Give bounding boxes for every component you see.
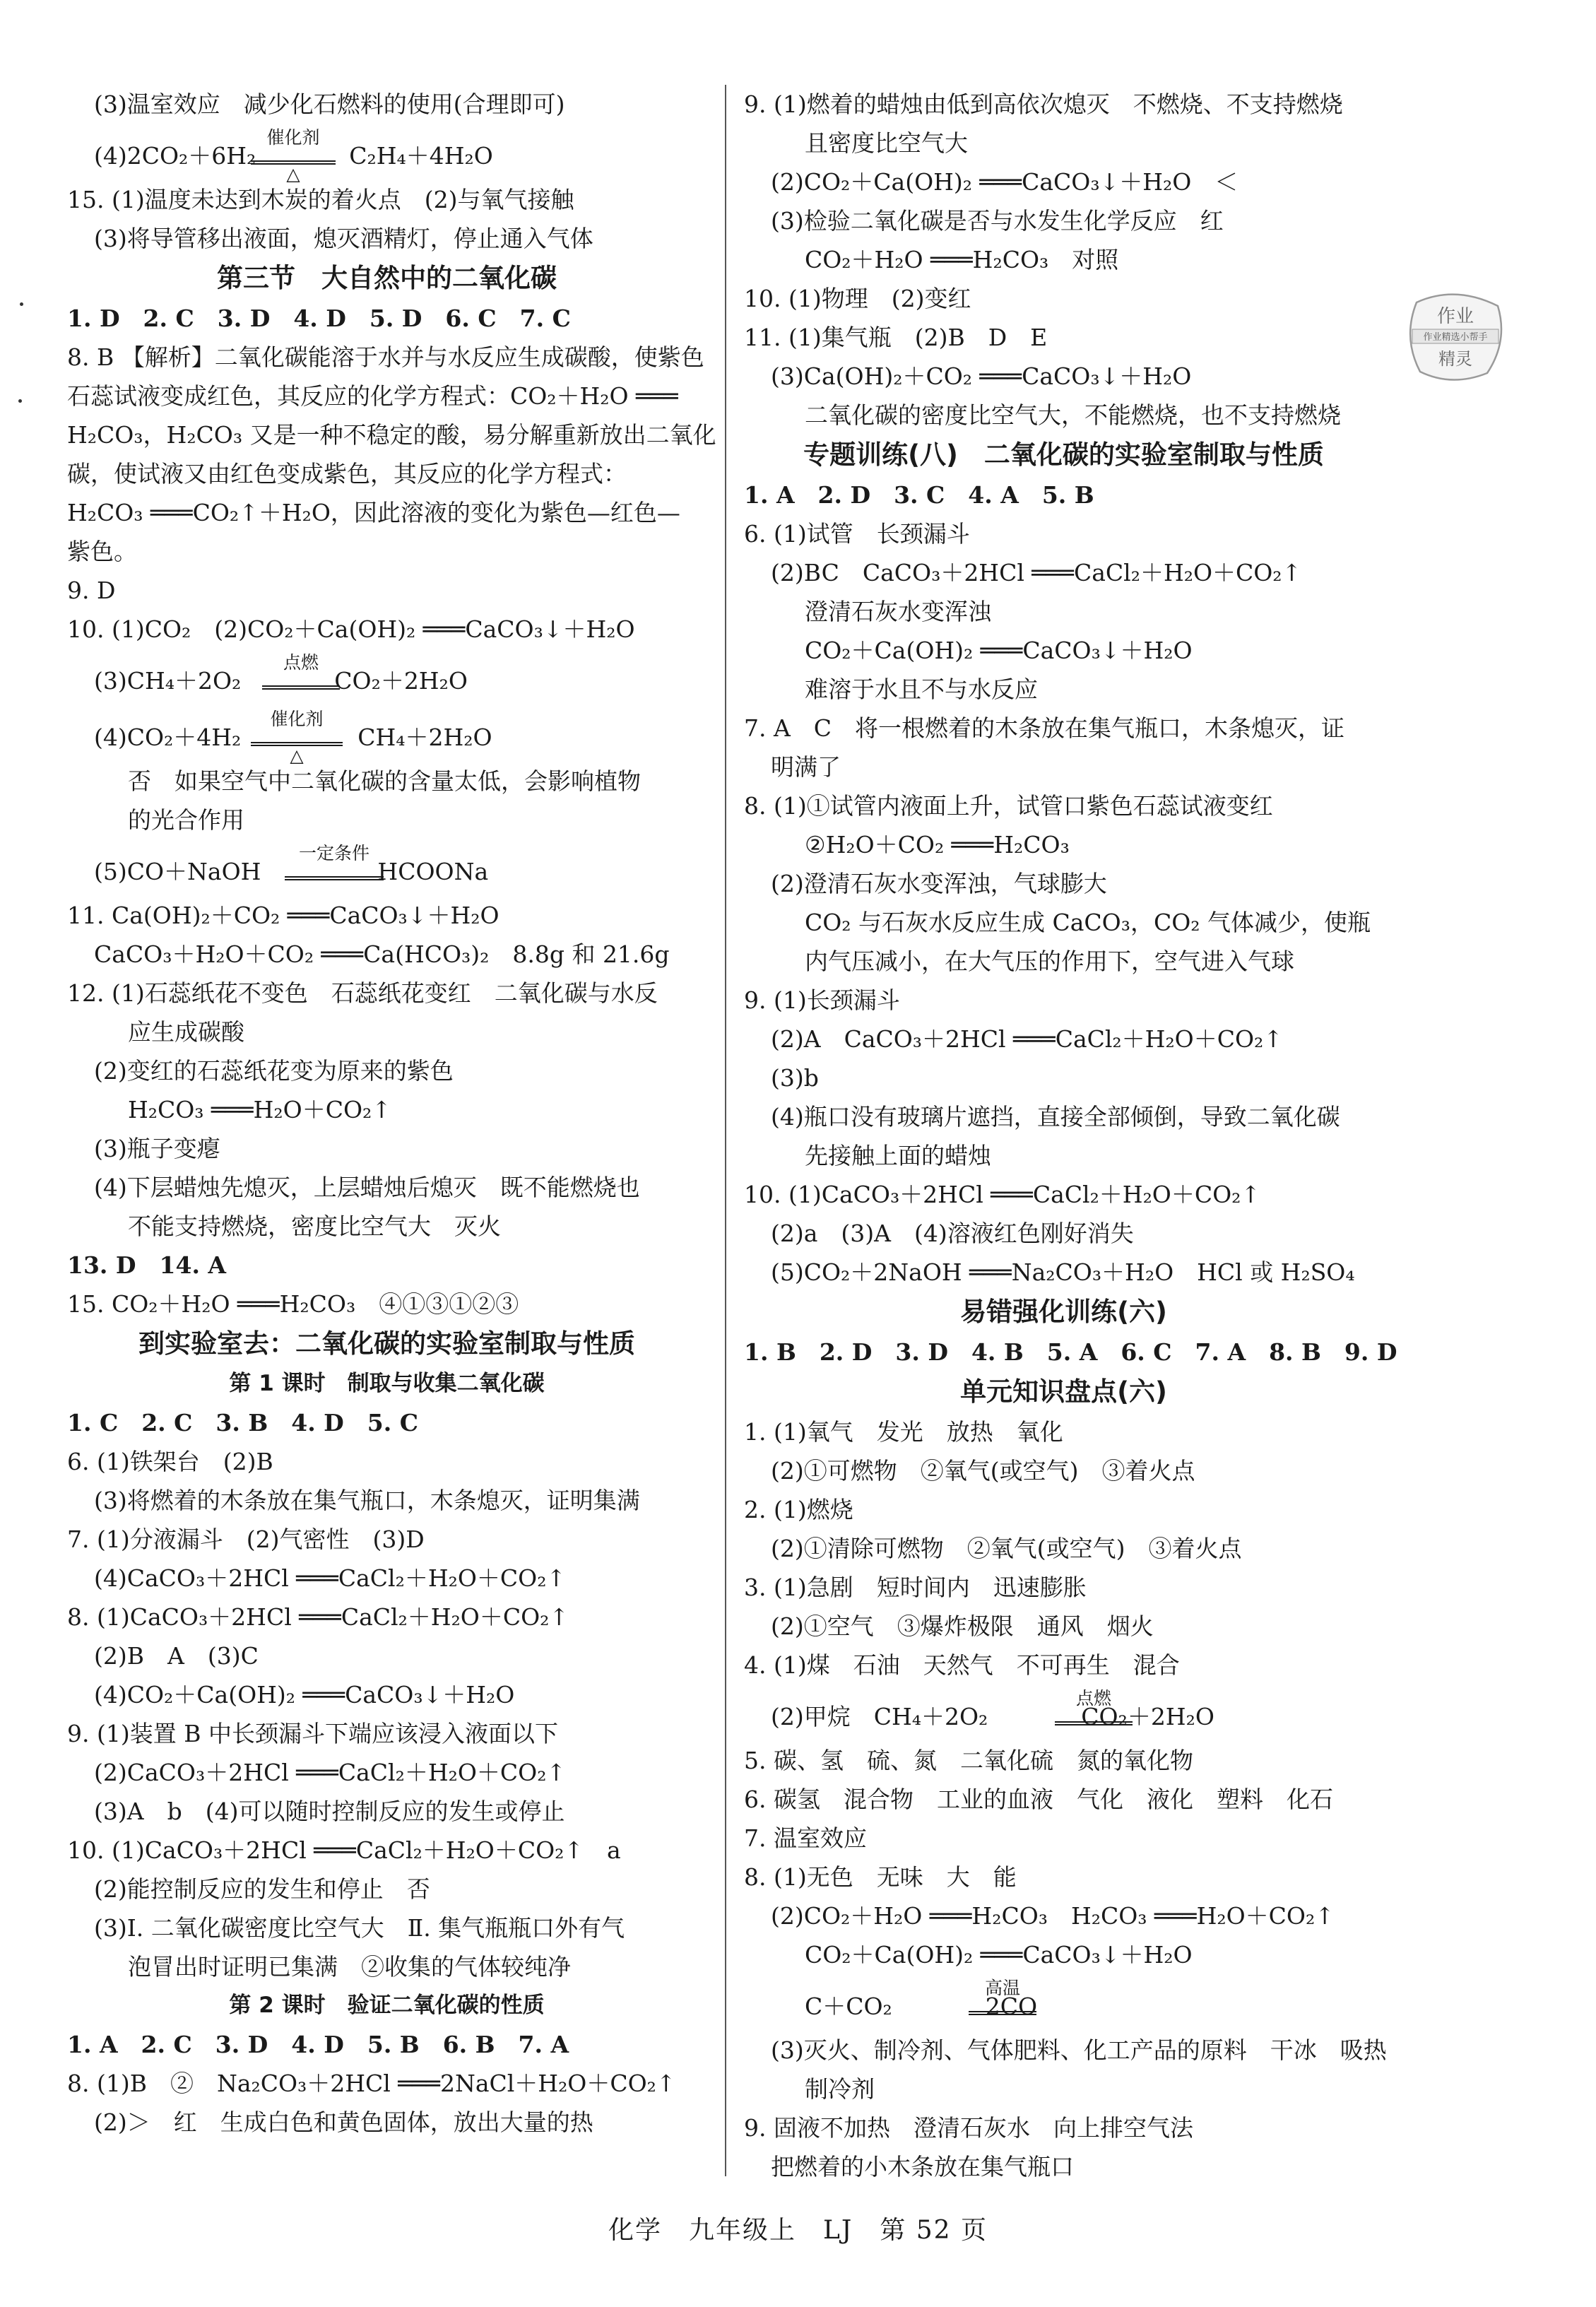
answer-text: ②H₂O＋CO₂ ═══H₂CO₃ [805,831,1070,859]
answer-line [744,1214,1383,1253]
answer-line [67,1207,707,1246]
answer-line [67,762,707,801]
answer-text: 第 1 课时 制取与收集二氧化碳 [229,1371,545,1396]
answer-line [67,1908,707,1947]
answer-text: (4)CaCO₃＋2HCl ═══CaCl₂＋H₂O＋CO₂↑ [94,1564,567,1592]
answer-text: 8. (1)无色 无味 大 能 [744,1863,1017,1891]
answer-text: 5. 碳、氢 硫、氮 二氧化硫 氮的氧化物 [744,1747,1193,1774]
section-heading [67,1323,707,1364]
answer-line [744,981,1383,1020]
answer-line [744,1412,1383,1451]
answer-line [744,1136,1383,1175]
reaction-condition: 点燃 [283,652,319,673]
answer-text: 不能支持燃烧，密度比空气大 灭火 [128,1212,501,1240]
answer-line [67,124,707,184]
answer-line [67,935,707,974]
answer-text: 易错强化训练(六) [960,1297,1167,1327]
answer-line [67,1090,707,1129]
answer-text: (4)下层蜡烛先熄灭，上层蜡烛后熄灭 既不能燃烧也 [94,1174,640,1201]
answer-text: CO₂＋Ca(OH)₂ ═══CaCO₃↓＋H₂O [805,1941,1193,1969]
reaction-heat-symbol: △ [286,164,300,184]
answer-line [744,670,1383,709]
answer-text: 6. 碳氢 混合物 工业的血液 气化 液化 塑料 化石 [744,1786,1333,1813]
answer-line [67,454,707,493]
reaction-arrow [285,876,384,880]
answer-line [744,514,1383,553]
answer-line [744,1780,1383,1819]
answer-text: H₂CO₃ ═══H₂O＋CO₂↑ [128,1096,391,1123]
answer-line [67,1792,707,1831]
answer-line [67,1947,707,1986]
answer-text: 第 2 课时 验证二氧化碳的性质 [229,1993,545,2018]
reaction-condition: 一定条件 [298,843,370,863]
answer-text: (4)2CO₂＋6H₂ C₂H₄＋4H₂O [94,142,493,170]
answer-text: 泡冒出时证明已集满 ②收集的气体较纯净 [128,1953,571,1981]
answer-text: (2)＞ 红 生成白色和黄色固体，放出大量的热 [94,2108,593,2136]
answer-line [67,180,707,219]
answer-line [744,1058,1383,1097]
answer-line [67,896,707,935]
answer-text: 1. (1)氧气 发光 放热 氧化 [744,1418,1063,1446]
answer-line [67,1246,707,1285]
answer-text: 1. C 2. C 3. B 4. D 5. C [67,1409,418,1436]
answer-text: 第三节 大自然中的二氧化碳 [217,263,557,293]
reaction-condition: 高温 [984,1978,1020,1998]
answer-text: 9. (1)长颈漏斗 [744,986,900,1014]
answer-text: 碳，使试液又由红色变成紫色，其反应的化学方程式： [67,460,627,488]
answer-text: (2)BC CaCO₃＋2HCl ═══CaCl₂＋H₂O＋CO₂↑ [771,559,1302,586]
answer-line [744,592,1383,631]
page-footer: 化学 九年级上 LJ 第 52 页 [608,2216,988,2245]
answer-line [744,1020,1383,1058]
answer-text: 难溶于水且不与水反应 [805,675,1038,703]
answer-text: 专题训练(八) 二氧化碳的实验室制取与性质 [803,439,1324,470]
reaction-condition: 催化剂 [266,127,320,148]
answer-text: 内气压减小，在大气压的作用下，空气进入气球 [805,948,1294,975]
answer-line [67,610,707,649]
column-divider [725,85,726,2176]
answer-line [744,1819,1383,1858]
answer-line [744,357,1383,396]
answer-text: 的光合作用 [128,806,244,834]
answer-line [744,1741,1383,1780]
answer-line [744,124,1383,163]
answer-line [744,942,1383,981]
answer-text: 8. (1)B ② Na₂CO₃＋2HCl ═══2NaCl＋H₂O＋CO₂↑ [67,2070,676,2097]
answer-text: (2)A CaCO₃＋2HCl ═══CaCl₂＋H₂O＋CO₂↑ [771,1025,1283,1053]
answer-line [744,1935,1383,1974]
right-column [744,85,1397,2186]
answer-text: 10. (1)CO₂ (2)CO₂＋Ca(OH)₂ ═══CaCO₃↓＋H₂O [67,615,635,643]
answer-text: (3)将燃着的木条放在集气瓶口，木条熄灭，证明集满 [94,1487,640,1514]
answer-text: 1. D 2. C 3. D 4. D 5. D 6. C 7. C [67,305,571,332]
reaction-condition: 点燃 [1075,1688,1111,1709]
answer-text: H₂CO₃，H₂CO₃ 又是一种不稳定的酸，易分解重新放出二氧化 [67,421,716,449]
answer-line [744,2070,1383,2108]
answer-line [744,163,1383,201]
answer-text: (3)Ⅰ. 二氧化碳密度比空气大 Ⅱ. 集气瓶瓶口外有气 [94,1914,625,1942]
answer-line [744,825,1383,864]
answer-text: (5)CO＋NaOH HCOONa [94,858,489,885]
answer-line [67,1129,707,1168]
answer-text: 8. (1)CaCO₃＋2HCl ═══CaCl₂＋H₂O＋CO₂↑ [67,1603,569,1631]
answer-text: (2)澄清石灰水变浑浊，气球膨大 [771,870,1107,897]
answer-text: (3)CH₄＋2O₂ CO₂＋2H₂O [94,667,468,695]
answer-text: (3)灭火、制冷剂、气体肥料、化工产品的原料 干冰 吸热 [771,2036,1387,2064]
reaction-arrow [969,2011,1036,2015]
answer-line [744,1568,1383,1607]
answer-text: 9. 固液不加热 澄清石灰水 向上排空气法 [744,2114,1193,2142]
answer-text: (2)能控制反应的发生和停止 否 [94,1875,430,1903]
answer-text: 9. (1)装置 B 中长颈漏斗下端应该浸入液面以下 [67,1720,558,1747]
answer-line [67,2103,707,2142]
answer-text: 明满了 [771,753,841,781]
scan-speck [20,302,23,306]
answer-text: 10. (1)物理 (2)变红 [744,285,971,312]
answer-line [67,1598,707,1636]
answer-line [744,1333,1397,1371]
answer-text: CO₂＋H₂O ═══H₂CO₃ 对照 [805,246,1119,273]
answer-text: (2)①可燃物 ②氧气(或空气) ③着火点 [771,1457,1195,1485]
answer-line [67,1013,707,1051]
answer-text: (2)①清除可燃物 ②氧气(或空气) ③着火点 [771,1535,1242,1562]
answer-text: (3)检验二氧化碳是否与水发生化学反应 红 [771,207,1224,235]
section-heading [744,1371,1383,1412]
answer-text: CO₂＋Ca(OH)₂ ═══CaCO₃↓＋H₂O [805,637,1193,664]
answer-line [744,2031,1387,2070]
answer-line [67,801,707,839]
answer-line [744,1684,1383,1741]
answer-line [67,219,707,258]
answer-line [744,1097,1383,1136]
answer-line [744,1253,1383,1292]
answer-line [67,532,707,571]
answer-text: 12. (1)石蕊纸花不变色 石蕊纸花变红 二氧化碳与水反 [67,979,658,1007]
answer-text: CaCO₃＋H₂O＋CO₂ ═══Ca(HCO₃)₂ 8.8g 和 21.6g [94,940,670,968]
answer-line [67,493,707,532]
answer-text: 且密度比空气大 [805,129,968,157]
answer-text: (3)温室效应 减少化石燃料的使用(合理即可) [94,90,565,118]
answer-text: 1. A 2. D 3. C 4. A 5. B [744,481,1094,509]
reaction-condition: 催化剂 [270,709,324,729]
answer-line [744,476,1383,514]
answer-text: 7. 温室效应 [744,1824,867,1852]
answer-line [744,709,1383,748]
answer-text: (2)①空气 ③爆炸极限 通风 烟火 [771,1612,1154,1640]
answer-text: 15. CO₂＋H₂O ═══H₂CO₃ ④①③①②③ [67,1290,519,1318]
answer-text: (2)CaCO₃＋2HCl ═══CaCl₂＋H₂O＋CO₂↑ [94,1759,567,1786]
answer-text: 9. (1)燃着的蜡烛由低到高依次熄灭 不燃烧、不支持燃烧 [744,90,1343,118]
stamp-bottom-text: 精灵 [1438,349,1472,369]
answer-text: 8. (1)①试管内液面上升，试管口紫色石蕊试液变红 [744,792,1273,820]
answer-line [744,85,1383,124]
answer-text: 7. (1)分液漏斗 (2)气密性 (3)D [67,1526,425,1553]
answer-line [67,1831,707,1870]
answer-text: 石蕊试液变成红色，其反应的化学方程式：CO₂＋H₂O ═══ [67,382,678,410]
answer-text: 应生成碳酸 [128,1018,244,1046]
scan-speck [18,399,22,403]
answer-text: 11. (1)集气瓶 (2)B D E [744,324,1048,351]
answer-text: (3)A b (4)可以随时控制反应的发生或停止 [94,1798,565,1825]
left-column [67,85,716,2142]
answer-line [744,1896,1383,1935]
answer-text: 到实验室去：二氧化碳的实验室制取与性质 [138,1328,635,1359]
answer-text: 二氧化碳的密度比空气大，不能燃烧，也不支持燃烧 [805,401,1341,429]
answer-line [744,1607,1383,1646]
stamp-top-text: 作业 [1436,306,1474,327]
section-heading [67,1364,707,1403]
answer-text: (2)a (3)A (4)溶液红色刚好消失 [771,1220,1134,1247]
answer-text: (2)变红的石蕊纸花变为原来的紫色 [94,1057,454,1085]
answer-line [67,299,707,338]
answer-line [744,396,1383,435]
answer-text: 10. (1)CaCO₃＋2HCl ═══CaCl₂＋H₂O＋CO₂↑ [744,1181,1261,1208]
answer-text: 否 如果空气中二氧化碳的含量太低，会影响植物 [128,767,641,795]
answer-text: 9. D [67,577,116,604]
section-heading [744,1292,1383,1333]
reaction-arrow [1055,1721,1133,1725]
answer-line [744,1974,1383,2031]
answer-line [67,1714,707,1753]
answer-text: 8. B 【解析】二氧化碳能溶于水并与水反应生成碳酸，使紫色 [67,343,704,371]
answer-text: 制冷剂 [805,2075,875,2103]
answer-line [67,705,707,766]
answer-text: 3. (1)急剧 短时间内 迅速膨胀 [744,1574,1087,1601]
answer-text: (2)甲烷 CH₄＋2O₂ CO₂＋2H₂O [771,1703,1214,1730]
answer-line [744,553,1383,592]
answer-line [67,377,707,415]
answer-line [67,1675,707,1714]
answer-text: 把燃着的小木条放在集气瓶口 [771,2153,1074,2181]
answer-text: 11. Ca(OH)₂＋CO₂ ═══CaCO₃↓＋H₂O [67,902,500,929]
answer-line [67,2064,707,2103]
answer-line [744,240,1383,279]
answer-text: (4)瓶口没有玻璃片遮挡，直接全部倾倒，导致二氧化碳 [771,1103,1340,1131]
section-heading [67,1986,707,2025]
answer-line [744,2108,1383,2147]
answer-text: 13. D 14. A [67,1251,227,1279]
answer-line [67,1403,707,1442]
answer-text: 单元知识盘点(六) [960,1376,1167,1407]
answer-line [744,279,1383,318]
answer-text: 澄清石灰水变浑浊 [805,598,991,625]
answer-text: 10. (1)CaCO₃＋2HCl ═══CaCl₂＋H₂O＋CO₂↑ a [67,1836,621,1864]
answer-line [67,649,707,705]
section-heading [744,435,1383,476]
answer-line [67,1753,707,1792]
answer-text: (4)CO₂＋Ca(OH)₂ ═══CaCO₃↓＋H₂O [94,1681,515,1709]
answer-line [744,201,1383,240]
answer-text: (3)Ca(OH)₂＋CO₂ ═══CaCO₃↓＋H₂O [771,362,1192,390]
answer-line [67,2025,707,2064]
answer-line [67,1051,707,1090]
answer-text: 6. (1)试管 长颈漏斗 [744,520,970,548]
answer-text: (2)B A (3)C [94,1642,259,1670]
stamp-middle-text: 作业精选小帮手 [1423,332,1488,343]
answer-text: 先接触上面的蜡烛 [805,1142,991,1169]
answer-text: 15. (1)温度未达到木炭的着火点 (2)与氧气接触 [67,186,574,213]
answer-line [67,1870,707,1908]
answer-line [744,1529,1383,1568]
answer-line [67,1481,707,1520]
answer-line [67,85,707,124]
answer-text: 6. (1)铁架台 (2)B [67,1448,273,1475]
answer-line [67,571,707,610]
answer-line [744,1451,1383,1490]
answer-line [67,338,707,377]
answer-line [744,1858,1383,1896]
answer-line [67,1636,707,1675]
answer-text: (2)CO₂＋H₂O ═══H₂CO₃ H₂CO₃ ═══H₂O＋CO₂↑ [771,1902,1335,1930]
reaction-arrow [262,685,340,690]
answer-line [744,631,1383,670]
answer-text: (3)b [771,1064,819,1092]
homework-stamp-logo [1402,288,1508,387]
answer-line [744,903,1383,942]
section-heading [67,258,707,299]
answer-text: 1. A 2. C 3. D 4. D 5. B 6. B 7. A [67,2031,569,2058]
answer-line [67,1168,707,1207]
answer-line [744,748,1383,786]
answer-line [67,1520,707,1559]
answer-text: CO₂ 与石灰水反应生成 CaCO₃，CO₂ 气体减少，使瓶 [805,909,1371,936]
answer-text: (3)瓶子变瘪 [94,1135,220,1162]
answer-text: (2)CO₂＋Ca(OH)₂ ═══CaCO₃↓＋H₂O ＜ [771,168,1239,196]
answer-line [67,1285,707,1323]
answer-line [67,1442,707,1481]
answer-line [67,1559,707,1598]
answer-text: 2. (1)燃烧 [744,1496,853,1523]
answer-line [744,318,1383,357]
answer-text: (5)CO₂＋2NaOH ═══Na₂CO₃＋H₂O HCl 或 H₂SO₄ [771,1258,1355,1286]
answer-text: 紫色。 [67,538,137,565]
answer-line [744,786,1383,825]
answer-text: 1. B 2. D 3. D 4. B 5. A 6. C 7. A 8. B 9. D [744,1338,1397,1366]
answer-text: 4. (1)煤 石油 天然气 不可再生 混合 [744,1651,1180,1679]
answer-text: (4)CO₂＋4H₂ CH₄＋2H₂O [94,724,492,751]
answer-line [744,1175,1383,1214]
answer-line [744,2147,1383,2186]
answer-text: H₂CO₃ ═══CO₂↑＋H₂O，因此溶液的变化为紫色—红色— [67,499,680,526]
answer-line [744,1490,1383,1529]
answer-line [744,1646,1383,1684]
answer-text: C＋CO₂ 2CO [805,1993,1038,2020]
answer-text: 7. A C 将一根燃着的木条放在集气瓶口，木条熄灭，证 [744,714,1345,742]
answer-line [744,864,1383,903]
reaction-heat-symbol: △ [290,745,304,766]
answer-line [67,839,707,896]
answer-line [67,974,707,1013]
answer-text: (3)将导管移出液面，熄灭酒精灯，停止通入气体 [94,225,593,252]
answer-line [67,415,716,454]
